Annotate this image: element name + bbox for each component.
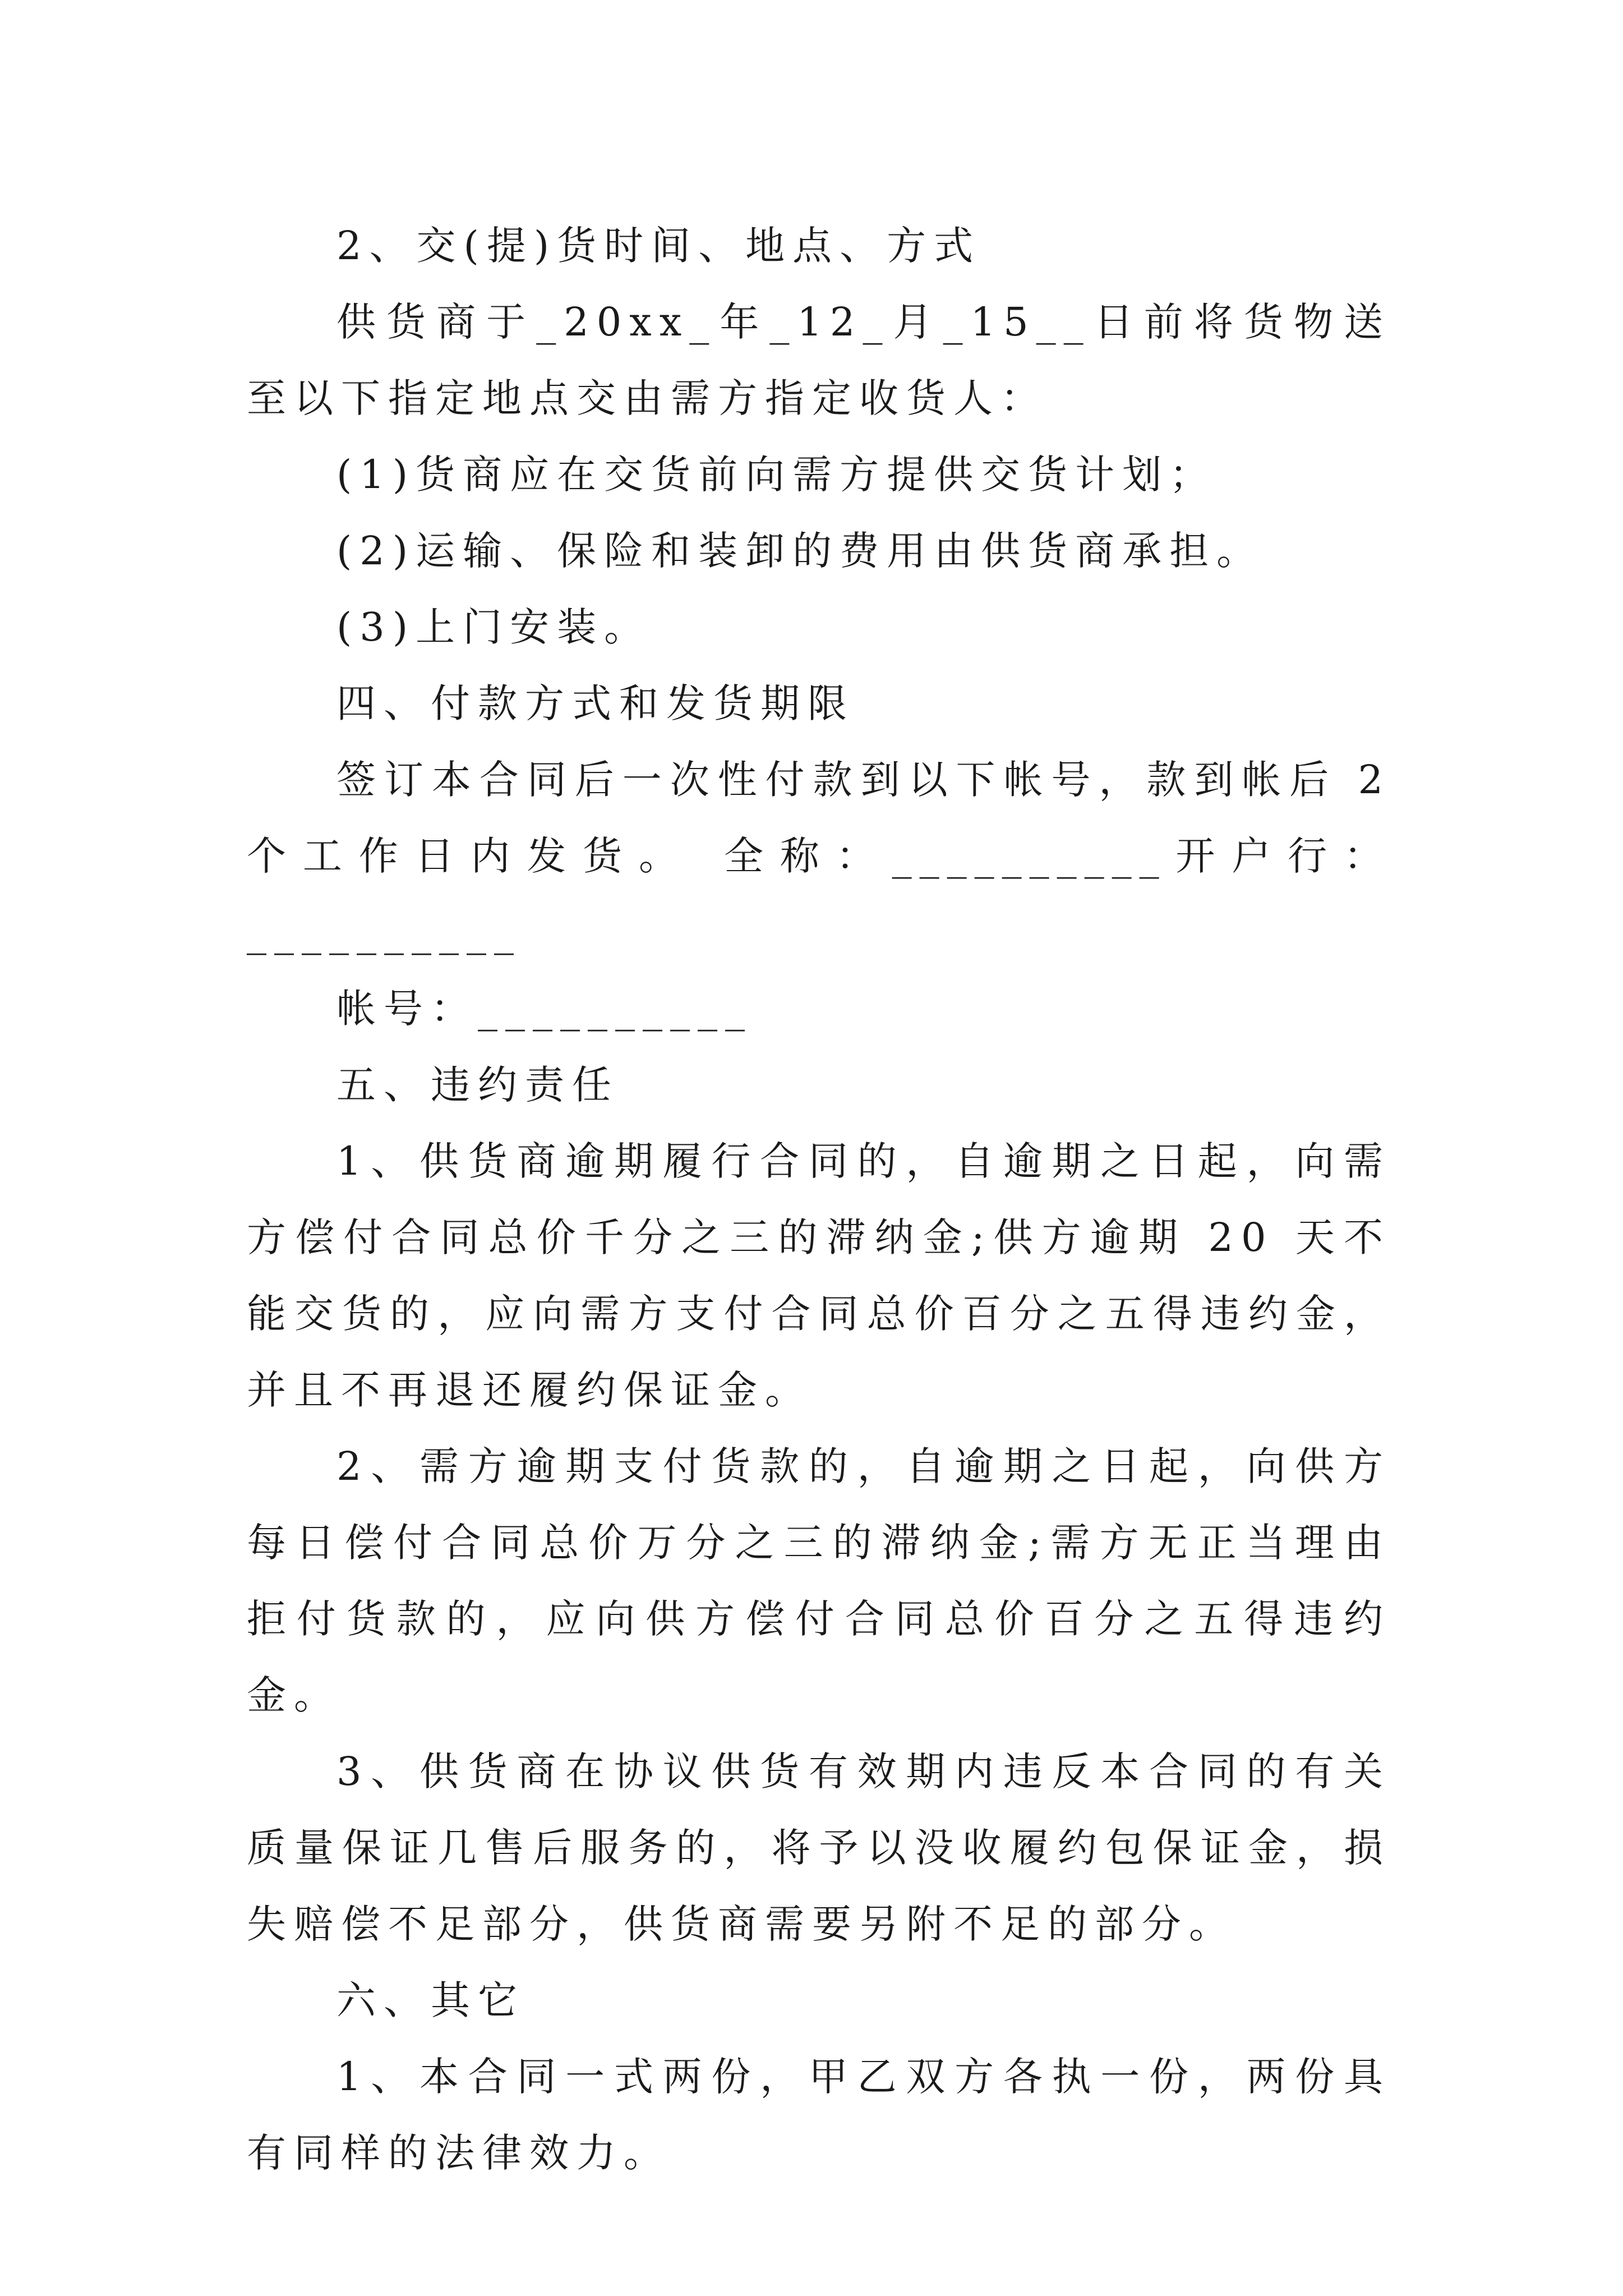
section-6-heading: 六、其它: [336, 1977, 525, 2023]
paragraph-other-1: 1、本合同一式两份，甲乙双方各执一份，两份具有同样的法律效力。: [247, 2054, 1391, 2176]
paragraph-breach-1: 1、供货商逾期履行合同的，自逾期之日起，向需方偿付合同总价千分之三的滞纳金;供方逾期 20 天不能交货的，应向需方支付合同总价百分之五得违约金，并且不再退还履约保证金。: [247, 1138, 1391, 1413]
paragraph-delivery-intro: 供货商于_20xx_年_12_月_15__日前将货物送至以下指定地点交由需方指定收货人：: [247, 299, 1391, 421]
section-5-heading: 五、违约责任: [336, 1062, 619, 1108]
paragraph-delivery-item-3: (3)上门安装。: [336, 604, 652, 650]
document-body: [247, 208, 1391, 2191]
paragraph-delivery-heading: 2、交(提)货时间、地点、方式: [336, 223, 981, 269]
paragraph-delivery-item-1: (1)货商应在交货前向需方提供交货计划；: [336, 452, 1217, 498]
paragraph-breach-2: 2、需方逾期支付货款的，自逾期之日起，向供方每日偿付合同总价万分之三的滞纳金;需方无正当理由拒付货款的，应向供方偿付合同总价百分之五得违约金。: [247, 1443, 1391, 1718]
section-4-heading: 四、付款方式和发货期限: [336, 680, 855, 726]
paragraph-account-number: 帐号：__________: [336, 986, 753, 1032]
paragraph-payment-terms: 签订本合同后一次性付款到以下帐号，款到帐后 2 个工作日内发货。 全称：__________开户行：__________: [247, 757, 1391, 955]
paragraph-breach-3: 3、供货商在协议供货有效期内违反本合同的有关质量保证几售后服务的，将予以没收履约包保证金，损失赔偿不足部分，供货商需要另附不足的部分。: [247, 1749, 1391, 1947]
paragraph-delivery-item-2: (2)运输、保险和装卸的费用由供货商承担。: [336, 528, 1264, 574]
